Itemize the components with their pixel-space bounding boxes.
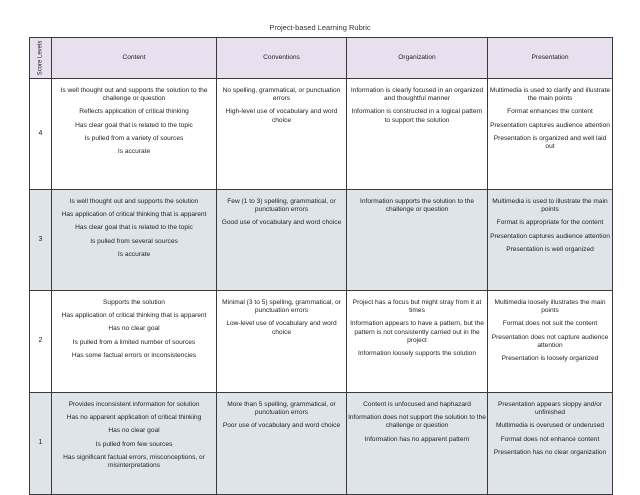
content-cell bbox=[52, 79, 217, 190]
presentation-cell bbox=[488, 190, 613, 291]
criterion: Is accurate bbox=[117, 250, 151, 258]
criterion: Has no clear goal bbox=[108, 325, 160, 333]
criterion: Has application of critical thinking that is apparent bbox=[61, 211, 207, 219]
rubric-row-1 bbox=[30, 393, 613, 495]
criterion: Information is clearly focused in an organized and thoughtful manner bbox=[350, 87, 484, 103]
criterion: Format enhances the content bbox=[507, 108, 593, 116]
criterion: Is well thought out and supports the solution to the challenge or question bbox=[60, 87, 208, 103]
criterion: Is accurate bbox=[117, 148, 151, 156]
rubric-row-2 bbox=[30, 291, 613, 393]
header-score-levels bbox=[30, 38, 52, 79]
criterion: Format is appropriate for the content bbox=[496, 219, 604, 227]
header-presentation: Presentation bbox=[488, 38, 613, 79]
criterion: Presentation appears sloppy and/or unfinished bbox=[497, 401, 603, 417]
presentation-cell bbox=[488, 79, 613, 190]
criterion: Presentation captures audience attention bbox=[490, 121, 610, 129]
criterion: Is pulled from few sources bbox=[95, 440, 173, 448]
criterion: Low-level use of vocabulary and word choice bbox=[226, 320, 337, 336]
organization-cell bbox=[347, 79, 488, 190]
criterion: Has clear goal that is related to the topic bbox=[75, 121, 193, 129]
criterion: Minimal (3 to 5) spelling, grammatical, or punctuation errors bbox=[222, 299, 341, 315]
criterion: Is pulled from a limited number of sources bbox=[72, 338, 196, 346]
criterion: Provides inconsistent information for solution bbox=[68, 401, 200, 408]
rubric-row-3 bbox=[30, 190, 613, 291]
score-cell: 3 bbox=[30, 190, 52, 291]
conventions-cell bbox=[217, 79, 347, 190]
conventions-cell bbox=[217, 393, 347, 495]
criterion: Project has a focus but might stray from it at times bbox=[352, 299, 482, 315]
content-cell bbox=[52, 393, 217, 495]
criterion: No spelling, grammatical, or punctuation errors bbox=[222, 87, 341, 103]
criterion: Information does not support the solution to the challenge or question bbox=[348, 414, 486, 430]
criterion: Is well thought out and supports the solution bbox=[69, 198, 199, 205]
organization-cell bbox=[347, 393, 488, 495]
rubric-table bbox=[29, 37, 613, 495]
criterion: Is pulled from several sources bbox=[90, 237, 178, 245]
criterion: Presentation has no clear organization bbox=[493, 448, 607, 456]
page-title: Project-based Learning Rubric bbox=[269, 23, 371, 32]
organization-cell bbox=[347, 291, 488, 393]
criterion: Format does not suit the content bbox=[502, 320, 598, 328]
criterion: Information is constructed in a logical pattern to support the solution bbox=[351, 108, 483, 124]
criterion: Has no apparent application of critical thinking bbox=[66, 414, 202, 422]
criterion: Presentation is well organized bbox=[506, 245, 594, 253]
criterion: Good use of vocabulary and word choice bbox=[221, 219, 342, 227]
score-cell: 4 bbox=[30, 79, 52, 190]
criterion: Information loosely supports the solution bbox=[357, 350, 477, 358]
criterion: Presentation is organized and well laid out bbox=[493, 134, 607, 151]
criterion: Multimedia is used to illustrate the main points bbox=[492, 198, 608, 214]
criterion: Multimedia is used to clarify and illustrate the main points bbox=[489, 87, 611, 103]
criterion: Presentation captures audience attention bbox=[490, 232, 610, 240]
criterion: Presentation does not capture audience attention bbox=[491, 333, 609, 349]
rubric-row-4 bbox=[30, 79, 613, 190]
criterion: Reflects application of critical thinking bbox=[79, 108, 189, 116]
score-cell: 2 bbox=[30, 291, 52, 393]
criterion: Multimedia is overused or underused bbox=[495, 422, 605, 430]
header-conventions: Conventions bbox=[217, 38, 347, 79]
presentation-cell bbox=[488, 393, 613, 495]
header-content: Content bbox=[52, 38, 217, 79]
criterion: Supports the solution bbox=[103, 299, 165, 306]
content-cell bbox=[52, 291, 217, 393]
organization-cell bbox=[347, 190, 488, 291]
header-organization: Organization bbox=[347, 38, 488, 79]
header-score-label: Score Levels bbox=[37, 40, 44, 76]
criterion: Has significant factual errors, misconceptions, or misinterpretations bbox=[63, 453, 205, 470]
criterion: Multimedia loosely illustrates the main points bbox=[494, 299, 606, 315]
criterion: High-level use of vocabulary and word choice bbox=[225, 108, 338, 124]
criterion: Poor use of vocabulary and word choice bbox=[222, 422, 341, 430]
content-cell bbox=[52, 190, 217, 291]
criterion: Information has no apparent pattern bbox=[364, 435, 470, 443]
criterion: Is pulled from a variety of sources bbox=[84, 134, 184, 142]
criterion: Has application of critical thinking that is apparent bbox=[61, 312, 207, 320]
conventions-cell bbox=[217, 190, 347, 291]
criterion: Information supports the solution to the challenge or question bbox=[360, 198, 474, 214]
criterion: Few (1 to 3) spelling, grammatical, or punctuation errors bbox=[227, 198, 336, 214]
criterion: Presentation is loosely organized bbox=[501, 355, 599, 363]
criterion: Content is unfocused and haphazard bbox=[363, 401, 471, 408]
conventions-cell bbox=[217, 291, 347, 393]
criterion: Has some factual errors or inconsistencies bbox=[71, 351, 197, 359]
criterion: Format does not enhance content bbox=[500, 435, 600, 443]
criterion: Has clear goal that is related to the topic bbox=[75, 224, 193, 232]
presentation-cell bbox=[488, 291, 613, 393]
header-row bbox=[30, 38, 613, 79]
criterion: Information appears to have a pattern, but the pattern is not consistently carried out in the project bbox=[350, 320, 484, 344]
criterion: Has no clear goal bbox=[108, 427, 160, 435]
score-cell: 1 bbox=[30, 393, 52, 495]
criterion: More than 5 spelling, grammatical, or punctuation errors bbox=[227, 401, 336, 417]
